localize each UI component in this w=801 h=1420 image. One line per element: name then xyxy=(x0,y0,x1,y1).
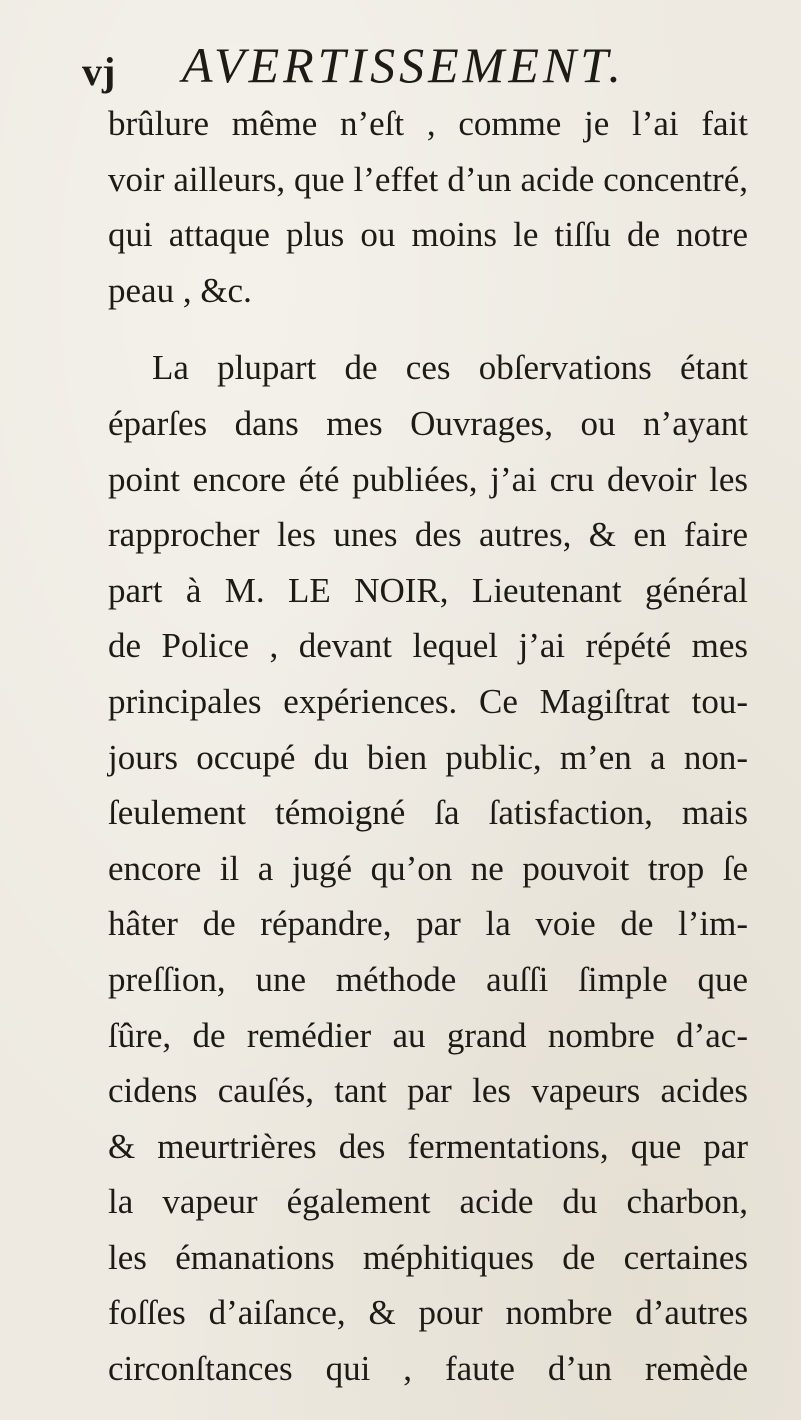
paragraph-gap xyxy=(108,318,748,340)
text-line: qui attaque plus ou moins le tiſſu de notre xyxy=(108,215,748,255)
text-line: hâter de répandre, par la voie de l’im- xyxy=(108,904,748,944)
text-line: La plupart de ces obſervations étant xyxy=(152,348,748,388)
text-line: de Police , devant lequel j’ai répété mes xyxy=(108,626,748,666)
text-line: point encore été publiées, j’ai cru devoir les xyxy=(108,459,748,499)
running-head: AVERTISSEMENT. xyxy=(182,37,625,93)
text-line: ſeulement témoigné ſa ſatisfaction, mais xyxy=(108,793,748,833)
page-number: vj xyxy=(82,49,116,94)
text-line: les émanations méphitiques de certaines xyxy=(108,1237,748,1277)
text-line: rapprocher les unes des autres, & en faire xyxy=(108,515,748,555)
text-line: jours occupé du bien public, m’en a non- xyxy=(108,737,748,777)
body-text xyxy=(108,96,748,1397)
text-line: circonſtances qui , faute d’un remède xyxy=(108,1349,748,1389)
text-line: & meurtrières des fermentations, que par xyxy=(108,1126,748,1166)
text-line: cidens cauſés, tant par les vapeurs acides xyxy=(108,1071,748,1111)
text-line: principales expériences. Ce Magiſtrat tou- xyxy=(108,681,748,721)
page-header xyxy=(82,37,722,100)
text-line: encore il a jugé qu’on ne pouvoit trop ſe xyxy=(108,848,748,888)
text-line: éparſes dans mes Ouvrages, ou n’ayant xyxy=(108,403,748,443)
text-line: voir ailleurs, que l’effet d’un acide concentré, xyxy=(108,159,748,199)
text-line: ſûre, de remédier au grand nombre d’ac- xyxy=(108,1015,748,1055)
text-line: foſſes d’aiſance, & pour nombre d’autres xyxy=(108,1293,748,1333)
text-line: la vapeur également acide du charbon, xyxy=(108,1182,748,1222)
text-line: part à M. LE NOIR, Lieutenant général xyxy=(108,570,748,610)
text-line: preſſion, une méthode auſſi ſimple que xyxy=(108,959,748,999)
text-line: peau , &c. xyxy=(108,270,252,310)
text-line: brûlure même n’eſt , comme je l’ai fait xyxy=(108,104,748,143)
